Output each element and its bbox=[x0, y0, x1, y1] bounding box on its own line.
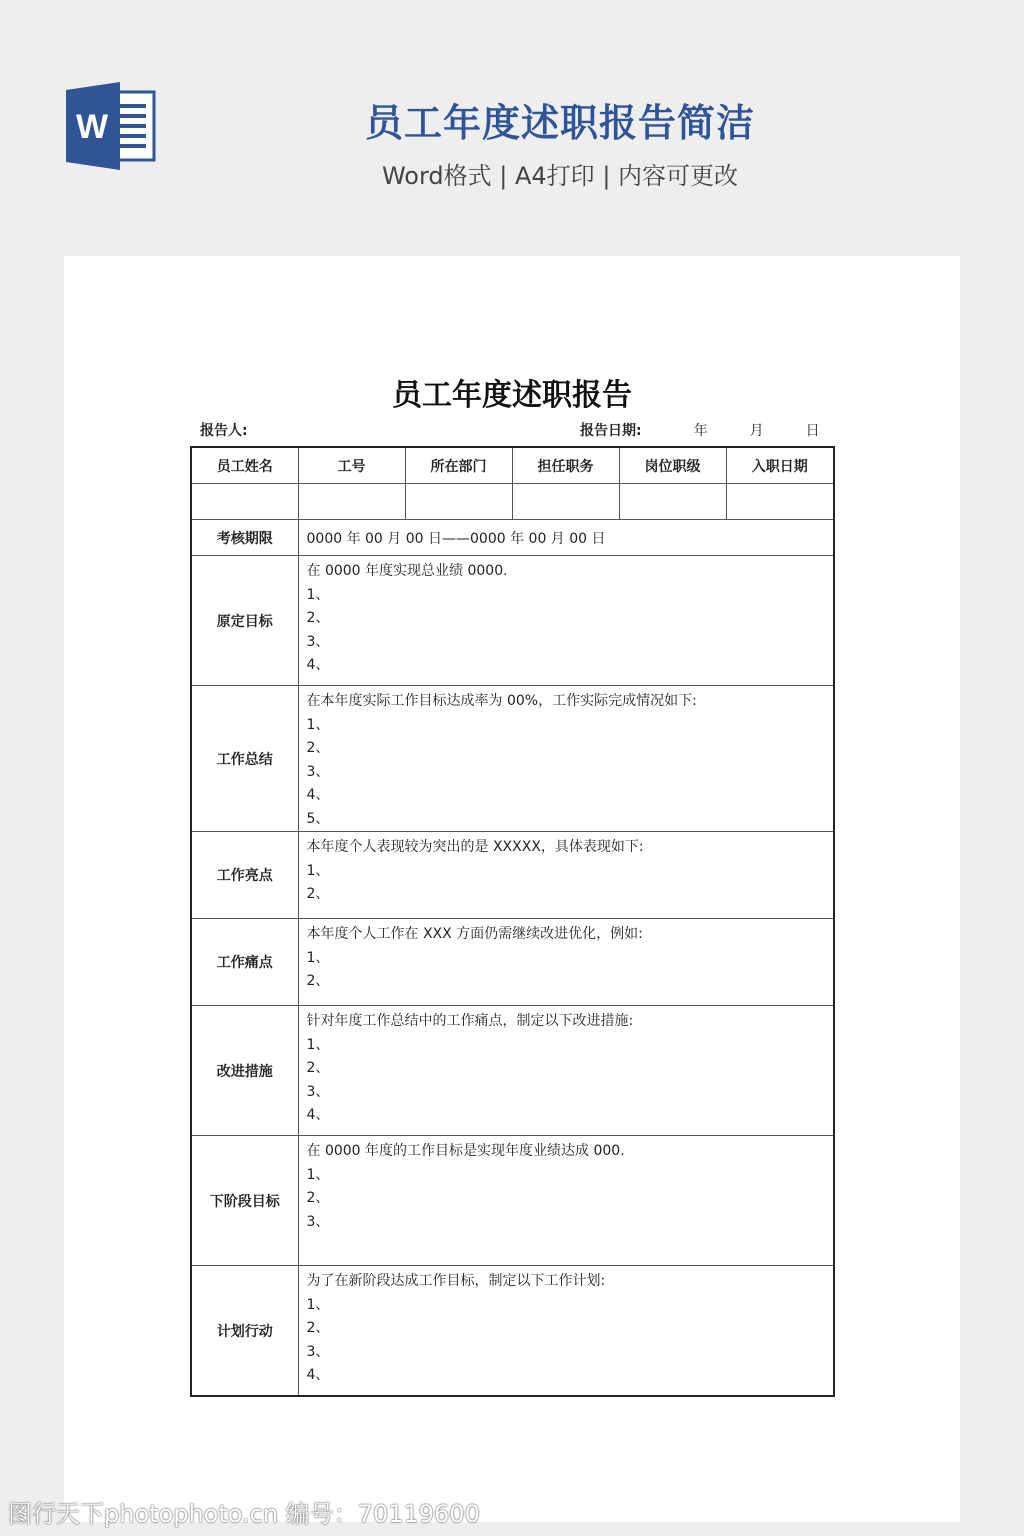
word-icon-letter: W bbox=[75, 108, 109, 146]
document-page bbox=[64, 256, 960, 1522]
section-label: 原定目标 bbox=[191, 556, 298, 686]
section-row bbox=[191, 686, 834, 832]
period-value[interactable]: 0000 年 00 月 00 日——0000 年 00 月 00 日 bbox=[298, 520, 834, 556]
section-content[interactable] bbox=[298, 1136, 834, 1266]
section-line: 2、 bbox=[306, 1060, 330, 1076]
section-line: 5、 bbox=[306, 810, 330, 827]
section-line: 2、 bbox=[306, 610, 330, 626]
employee-id-cell[interactable] bbox=[298, 484, 405, 520]
employee-name-cell[interactable] bbox=[191, 484, 298, 520]
section-label: 工作亮点 bbox=[191, 832, 298, 919]
section-line: 为了在新阶段达成工作目标，制定以下工作计划: bbox=[306, 1273, 606, 1289]
word-icon bbox=[64, 82, 156, 170]
section-line: 本年度个人工作在 XXX 方面仍需继续改进优化，例如: bbox=[306, 926, 643, 942]
month-unit: 月 bbox=[749, 423, 764, 439]
section-content[interactable] bbox=[298, 919, 834, 1006]
banner-title: 员工年度述职报告简洁 bbox=[364, 101, 755, 145]
section-line: 本年度个人表现较为突出的是 XXXXX，具体表现如下: bbox=[306, 839, 644, 855]
section-content[interactable] bbox=[298, 686, 834, 832]
hire-date-cell[interactable] bbox=[726, 484, 834, 520]
department-cell[interactable] bbox=[405, 484, 512, 520]
day-unit: 日 bbox=[805, 423, 820, 439]
banner-subtitle: Word格式 | A4打印 | 内容可更改 bbox=[381, 162, 739, 190]
section-line: 针对年度工作总结中的工作痛点，制定以下改进措施: bbox=[306, 1013, 634, 1029]
section-line: 4、 bbox=[306, 1367, 330, 1383]
section-line: 1、 bbox=[306, 1166, 330, 1183]
section-content[interactable] bbox=[298, 1266, 834, 1397]
section-row bbox=[191, 1006, 834, 1136]
info-header-row bbox=[191, 447, 834, 484]
section-line: 3、 bbox=[306, 1083, 330, 1100]
section-row bbox=[191, 919, 834, 1006]
section-line: 在 0000 年度实现总业绩 0000. bbox=[306, 563, 508, 579]
info-value-row bbox=[191, 484, 834, 520]
section-line: 1、 bbox=[306, 1036, 330, 1053]
period-row bbox=[191, 520, 834, 556]
section-label: 工作总结 bbox=[191, 686, 298, 832]
section-line: 4、 bbox=[306, 1107, 330, 1123]
job-level-cell[interactable] bbox=[619, 484, 726, 520]
report-date bbox=[580, 420, 820, 440]
section-content[interactable] bbox=[298, 832, 834, 919]
section-label: 改进措施 bbox=[191, 1006, 298, 1136]
header-cell: 入职日期 bbox=[726, 447, 834, 484]
header-cell: 工号 bbox=[298, 447, 405, 484]
section-line: 在 0000 年度的工作目标是实现年度业绩达成 000. bbox=[306, 1143, 625, 1159]
section-line: 2、 bbox=[306, 1320, 330, 1336]
section-label: 计划行动 bbox=[191, 1266, 298, 1397]
section-label: 下阶段目标 bbox=[191, 1136, 298, 1266]
section-line: 4、 bbox=[306, 657, 330, 673]
reporter-label: 报告人: bbox=[200, 423, 248, 439]
section-line: 1、 bbox=[306, 1296, 330, 1313]
header-cell: 岗位职级 bbox=[619, 447, 726, 484]
section-label: 工作痛点 bbox=[191, 919, 298, 1006]
section-line: 3、 bbox=[306, 763, 330, 780]
section-row bbox=[191, 1136, 834, 1266]
position-cell[interactable] bbox=[512, 484, 619, 520]
document-title: 员工年度述职报告 bbox=[392, 378, 632, 413]
section-line: 在本年度实际工作目标达成率为 00%，工作实际完成情况如下: bbox=[306, 693, 697, 709]
section-line: 2、 bbox=[306, 886, 330, 902]
section-content[interactable] bbox=[298, 556, 834, 686]
section-line: 2、 bbox=[306, 973, 330, 989]
section-line: 2、 bbox=[306, 1190, 330, 1206]
section-line: 1、 bbox=[306, 949, 330, 966]
header-cell: 员工姓名 bbox=[191, 447, 298, 484]
section-content[interactable] bbox=[298, 1006, 834, 1136]
header-cell: 所在部门 bbox=[405, 447, 512, 484]
watermark: 图行天下photophoto.cn 编号：70119600 bbox=[8, 1500, 480, 1528]
section-line: 3、 bbox=[306, 633, 330, 650]
report-date-label: 报告日期: bbox=[580, 423, 642, 439]
report-table bbox=[190, 446, 835, 1397]
section-line: 1、 bbox=[306, 862, 330, 879]
section-line: 1、 bbox=[306, 586, 330, 603]
section-line: 4、 bbox=[306, 787, 330, 803]
year-unit: 年 bbox=[693, 423, 708, 439]
section-line: 3、 bbox=[306, 1343, 330, 1360]
section-line: 3、 bbox=[306, 1213, 330, 1230]
section-row bbox=[191, 1266, 834, 1397]
header-cell: 担任职务 bbox=[512, 447, 619, 484]
section-row bbox=[191, 556, 834, 686]
banner bbox=[0, 0, 1024, 240]
section-line: 2、 bbox=[306, 740, 330, 756]
period-label: 考核期限 bbox=[191, 520, 298, 556]
section-line: 1、 bbox=[306, 716, 330, 733]
section-row bbox=[191, 832, 834, 919]
